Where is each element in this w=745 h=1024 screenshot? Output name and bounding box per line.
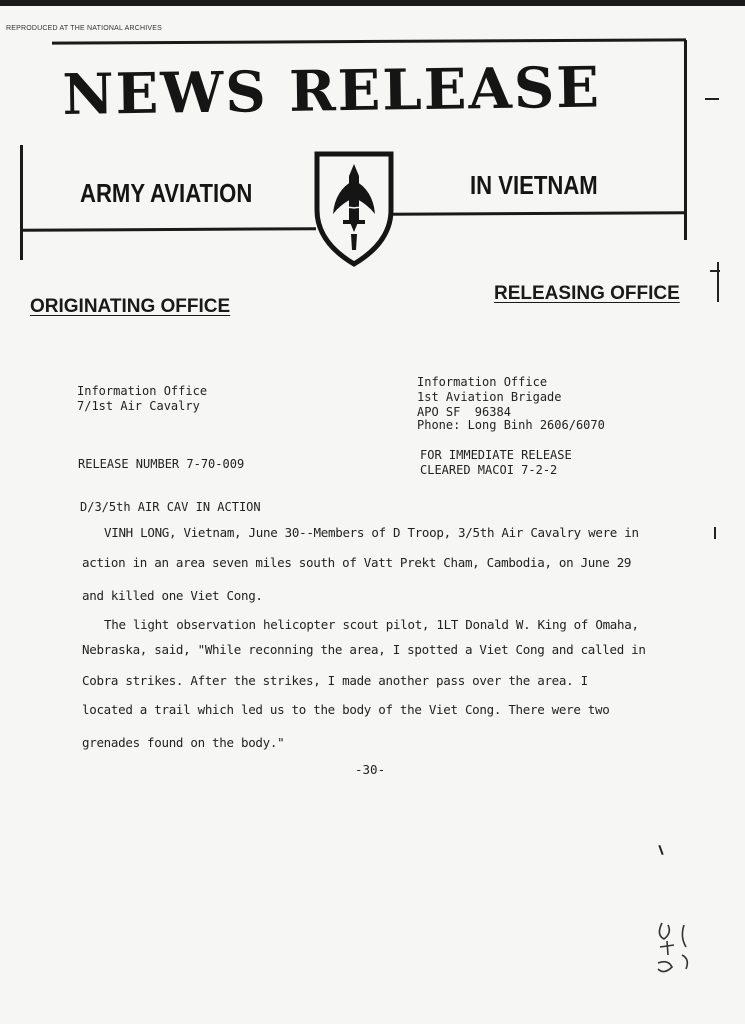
margin-mark xyxy=(714,527,716,539)
body-text-line: Cobra strikes. After the strikes, I made another pass over the area. I xyxy=(82,673,588,688)
body-text-line: Nebraska, said, "While reconning the area, I spotted a Viet Cong and called in xyxy=(82,642,646,657)
news-release-title: NEWS RELEASE xyxy=(62,54,602,128)
releasing-office-line: Information Office xyxy=(417,375,548,389)
body-text-line: The light observation helicopter scout pilot, 1LT Donald W. King of Omaha, xyxy=(104,617,639,632)
body-text-line: grenades found on the body." xyxy=(82,735,285,750)
originating-office-heading: ORIGINATING OFFICE xyxy=(30,296,231,317)
story-headline: D/3/5th AIR CAV IN ACTION xyxy=(80,500,261,514)
body-text-line: and killed one Viet Cong. xyxy=(82,588,263,603)
army-aviation-label: ARMY AVIATION xyxy=(80,178,253,208)
releasing-office-line: Phone: Long Binh 2606/6070 xyxy=(417,418,605,432)
body-text-line: VINH LONG, Vietnam, June 30--Members of D Troop, 3/5th Air Cavalry were in xyxy=(104,525,639,540)
originating-office-line: 7/1st Air Cavalry xyxy=(77,399,200,413)
archive-stamp: REPRODUCED AT THE NATIONAL ARCHIVES xyxy=(6,25,162,32)
releasing-office-heading: RELEASING OFFICE xyxy=(494,283,680,304)
originating-office-line: Information Office xyxy=(77,384,208,398)
army-aviation-shield-emblem xyxy=(313,150,395,268)
header-right-rule xyxy=(684,40,687,240)
releasing-office-line: 1st Aviation Brigade xyxy=(417,390,562,404)
handwritten-initials xyxy=(650,915,700,985)
scan-top-edge xyxy=(0,0,745,6)
margin-mark xyxy=(705,98,719,100)
in-vietnam-label: IN VIETNAM xyxy=(470,170,598,200)
body-text-line: located a trail which led us to the body of the Viet Cong. There were two xyxy=(82,702,610,717)
release-status-line: CLEARED MACOI 7-2-2 xyxy=(420,463,558,477)
body-text-line: action in an area seven miles south of Vatt Prekt Cham, Cambodia, on June 29 xyxy=(82,555,632,570)
end-mark: -30- xyxy=(355,762,386,777)
release-status-line: FOR IMMEDIATE RELEASE xyxy=(420,448,572,462)
release-number: RELEASE NUMBER 7-70-009 xyxy=(78,457,245,471)
releasing-office-line: APO SF 96384 xyxy=(417,405,511,419)
margin-mark xyxy=(717,262,719,302)
header-left-rule xyxy=(20,145,23,260)
